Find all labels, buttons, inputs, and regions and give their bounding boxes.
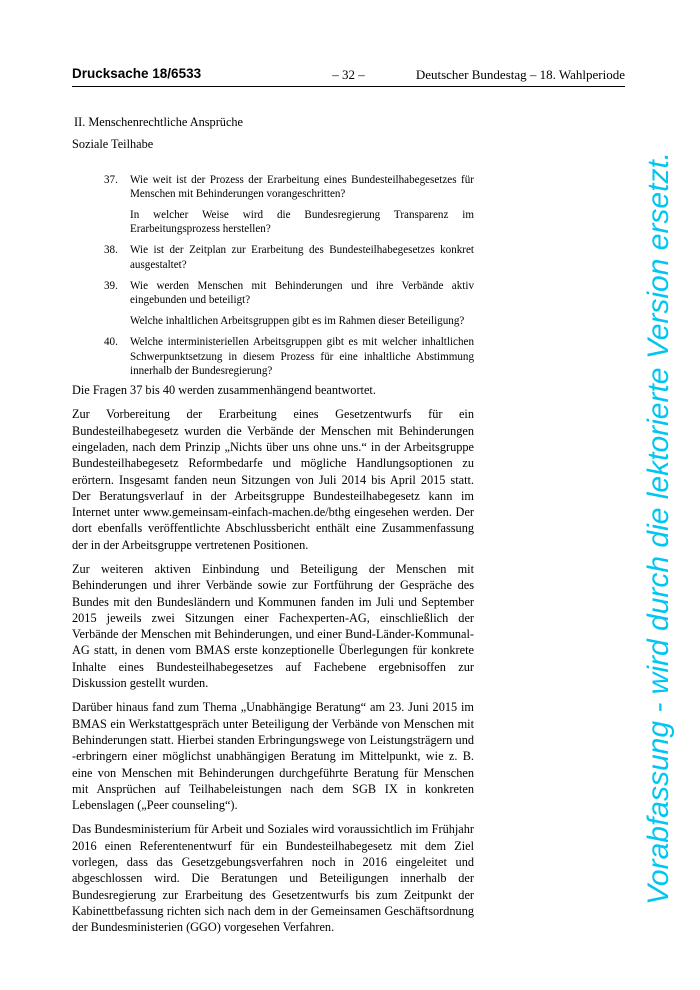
question-40	[72, 335, 474, 378]
question-text: In welcher Weise wird die Bundesregierung Transparenz im Erarbeitungsprozess herstellen?	[130, 209, 474, 236]
question-text: Wie ist der Zeitplan zur Erarbeitung des Bundesteilhabegesetzes konkret ausgestaltet?	[130, 244, 474, 271]
document-number: Drucksache 18/6533	[72, 66, 202, 81]
answer-paragraph: Zur Vorbereitung der Erarbeitung eines Gesetzentwurfs für ein Bundesteilhabegesetz wurden die Verbände der Menschen mit Behinderungen eingeladen, nach dem Prinzip „Nichts über uns ohne uns.“ in der Arbeitsgruppe Bundesteilhabegesetz Reformbedarfe und mögliche Handlungsoptionen zu erörtern. Insgesamt fanden neun Sitzungen von Juli 2014 bis April 2015 statt. Der Beratungsverlauf in der Arbeitsgruppe Bundesteilhabegesetz kann im Internet unter www.gemeinsam-einfach-machen.de/bthg eingesehen werden. Der dort ebenfalls veröffentlichte Abschlussbericht enthält eine Zusammenfassung der in der Arbeitsgruppe vertretenen Positionen.	[72, 407, 474, 552]
question-text: Wie werden Menschen mit Behinderungen und ihre Verbände aktiv eingebunden und beteiligt?	[130, 279, 474, 307]
page-header	[72, 66, 625, 87]
question-38	[72, 243, 474, 271]
parliament-period: Deutscher Bundestag – 18. Wahlperiode	[415, 67, 625, 82]
answer-paragraph: Das Bundesministerium für Arbeit und Soziales wird voraussichtlich im Frühjahr 2016 einen Referentenentwurf für ein Bundesteilhabegesetz mit dem Ziel vorlegen, dass das Gesetzgebungsverfahren noch in 2016 eingeleitet und abgeschlossen wird. Die Beratungen und Beteiligungen innerhalb der Bundesregierung zur Erarbeitung des Gesetzentwurfs bis zum Zeitpunkt der Kabinettbefassung richten sich nach dem in der Gemeinsamen Geschäftsordnung der Bundesministerien (GGO) vorgesehen Verfahren.	[72, 822, 474, 935]
question-number: 40.	[104, 336, 118, 349]
question-text: Welche inhaltlichen Arbeitsgruppen gibt es im Rahmen dieser Beteiligung?	[130, 315, 465, 328]
question-text: Wie weit ist der Prozess der Erarbeitung eines Bundesteilhabegesetzes für Menschen mit Behinderungen vorangeschritten?	[130, 173, 474, 200]
question-number: 37.	[104, 173, 118, 186]
section-heading: II. Menschenrechtliche Ansprüche	[74, 115, 244, 129]
answer-paragraph: Zur weiteren aktiven Einbindung und Beteiligung der Menschen mit Behinderungen und ihrer Verbände sowie zur Fortführung der Gespräche des Bundes mit den Bundesländern und Kommunen fanden im Juli und September 2015 jeweils zwei Sitzungen einer Fachexperten-AG, einschließlich der Verbände der Menschen mit Behinderungen, und einer Bund-Länder-Kommunal-AG statt, in denen vom BMAS erste konzeptionelle Überlegungen für konkrete Inhalte eines Bundesteilhabegesetzes auf Fachebene ergebnisoffen zur Diskussion gestellt wurden.	[72, 562, 474, 691]
question-37	[72, 173, 474, 237]
page-number: – 32 –	[332, 67, 365, 82]
subsection-heading: Soziale Teilhabe	[72, 137, 154, 152]
draft-watermark-text: Vorabfassung - wird durch die lektorierte Version ersetzt.	[642, 151, 675, 905]
answer-paragraph: Darüber hinaus fand zum Thema „Unabhängige Beratung“ am 23. Juni 2015 im BMAS ein Werkstattgespräch unter Beteiligung der Verbände von Menschen mit Behinderungen statt. Hierbei standen Erbringungswege von Leistungsträgern und -erbringern einer möglichst unabhängigen Beratung im Mittelpunkt, wie z. B. eine von Menschen mit Behinderungen durchgeführte Beratung für Menschen mit Ansprüchen auf Teilhabeleistungen nach dem SGB IX in konkreten Lebenslagen („Peer counseling“).	[72, 700, 474, 813]
answer-paragraph: Die Fragen 37 bis 40 werden zusammenhängend beantwortet.	[72, 383, 376, 398]
document-body	[72, 114, 474, 944]
question-text: Welche interministeriellen Arbeitsgruppen gibt es mit welcher inhaltlichen Schwerpunktsetzung in diesem Prozess für eine inhaltliche Abstimmung innerhalb der Bundesregierung?	[130, 336, 474, 377]
question-39	[72, 279, 474, 329]
question-number: 39.	[104, 279, 118, 292]
question-number: 38.	[104, 244, 118, 257]
